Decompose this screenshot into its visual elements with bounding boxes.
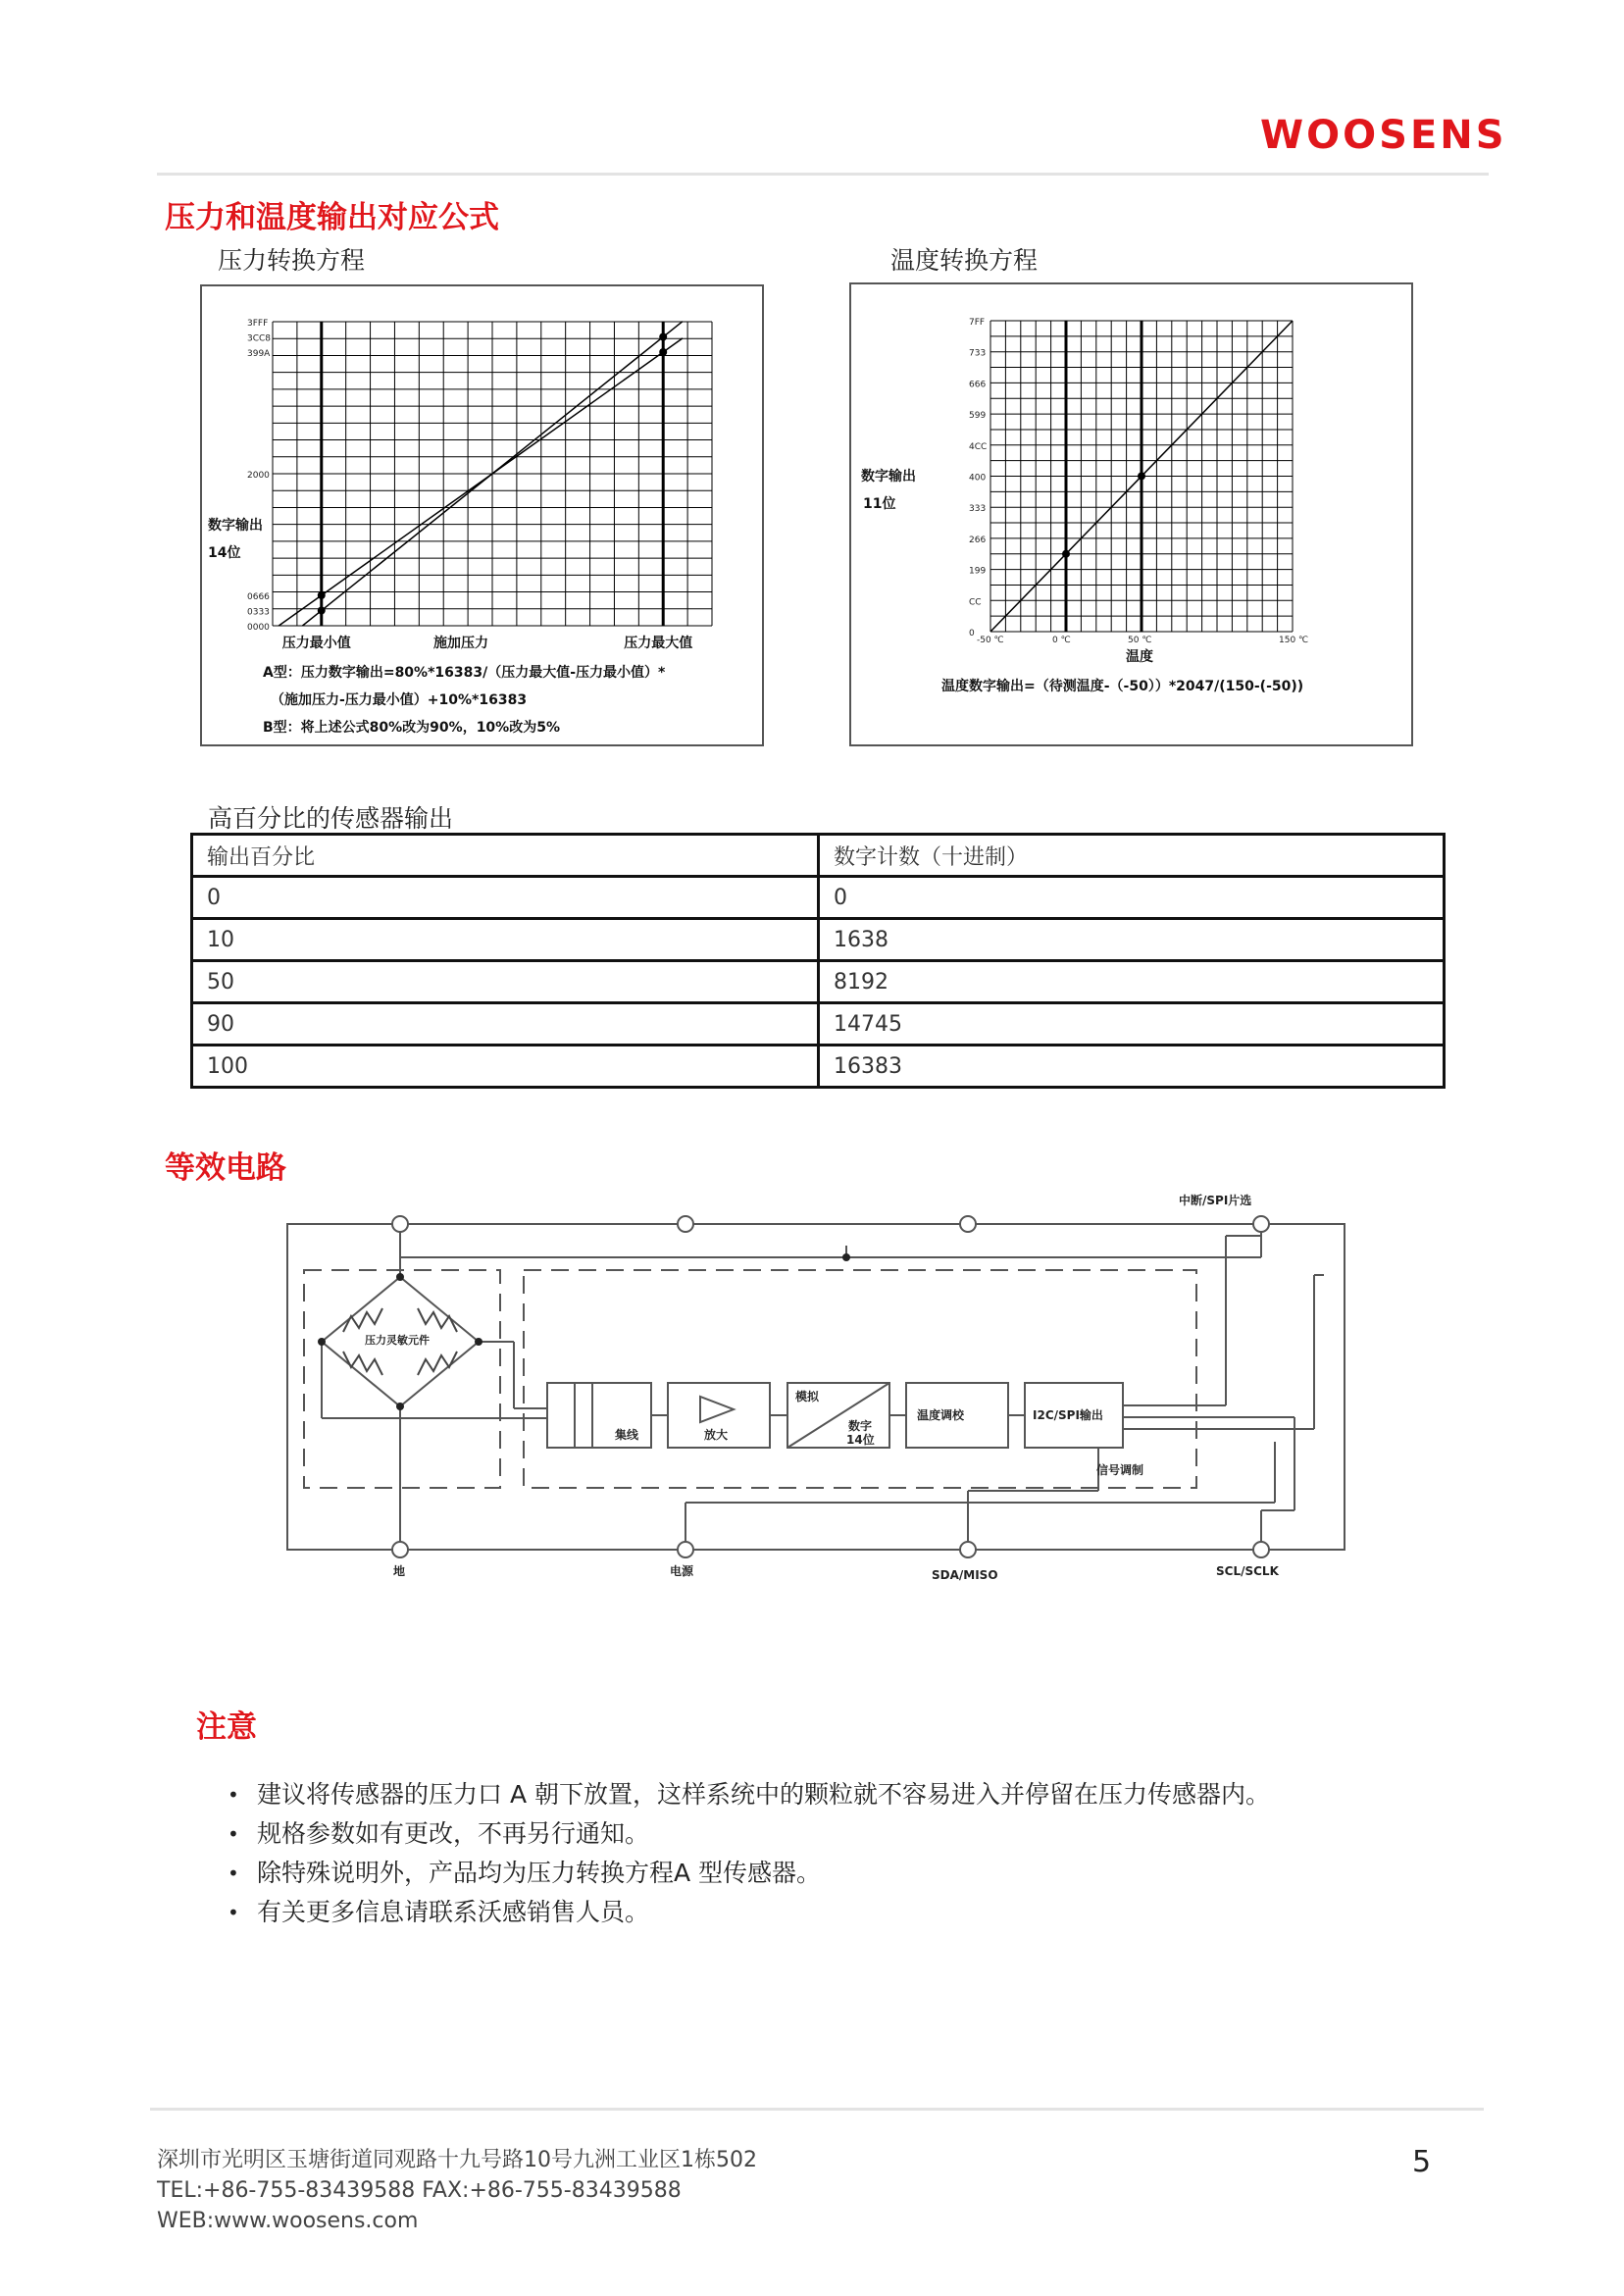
footer-web: WEB:www.woosens.com <box>157 2209 419 2233</box>
y-tick-label: 3CC8 <box>247 333 272 344</box>
list-item: • 除特殊说明外，产品均为压力转换方程A 型传感器。 <box>228 1859 822 1887</box>
y-axis-label: 数字输出 <box>861 469 916 485</box>
table-header-cell: 数字计数（十进制） <box>819 835 1445 877</box>
pin-sda <box>960 1542 976 1557</box>
y-axis-label: 11位 <box>863 496 896 512</box>
footer-divider <box>150 2108 1484 2111</box>
y-tick-label: 666 <box>969 380 987 390</box>
sensor-dashed-box <box>304 1270 500 1488</box>
notes-list <box>228 1775 1270 1932</box>
footer-contact <box>157 2145 757 2236</box>
table-cell: 0 <box>192 877 819 919</box>
y-tick-label: 733 <box>969 348 987 359</box>
temperature-chart <box>849 282 1413 746</box>
table-header-row <box>192 835 1445 877</box>
pin-scl <box>1253 1542 1269 1557</box>
note-text: 建议将传感器的压力口 A 朝下放置，这样系统中的颗粒就不容易进入并停留在压力传感器内。 <box>257 1780 1270 1809</box>
label-adc-bottom: 数字 <box>848 1419 873 1433</box>
formula-line: A型：压力数字输出=80%*16383/（压力最大值-压力最小值）* <box>263 665 666 681</box>
table-row <box>192 919 1445 961</box>
x-tick-label: 50 ℃ <box>1128 636 1152 645</box>
footer-address: 深圳市光明区玉塘街道同观路十九号路10号九洲工业区1栋502 <box>157 2148 757 2172</box>
output-percentage-table <box>190 833 1446 1089</box>
x-tick-label: 施加压力 <box>433 636 488 651</box>
label-gnd: 地 <box>393 1564 406 1578</box>
page-number: 5 <box>1412 2145 1432 2179</box>
label-temp: 温度调校 <box>917 1408 965 1422</box>
series-line-A型 <box>279 338 683 626</box>
label-cond: 信号调制 <box>1096 1463 1144 1477</box>
label-mux: 集线 <box>615 1428 639 1442</box>
x-tick-label: 0 ℃ <box>1052 636 1071 645</box>
y-tick-label: 333 <box>969 504 987 515</box>
y-axis-label: 14位 <box>208 545 241 561</box>
table-cell: 14745 <box>819 1003 1445 1046</box>
label-vcc: 电源 <box>670 1564 694 1578</box>
table-cell: 0 <box>819 877 1445 919</box>
label-scl: SCL/SCLK <box>1216 1564 1279 1578</box>
y-tick-label: 266 <box>969 535 987 545</box>
y-tick-label: 399A <box>247 348 271 359</box>
table-row <box>192 1003 1445 1046</box>
y-tick-label: 7FF <box>969 318 986 328</box>
label-int: 中断/SPI片选 <box>1179 1194 1252 1207</box>
pin-top-1 <box>392 1216 408 1232</box>
pin-top-2 <box>678 1216 693 1232</box>
table-row <box>192 877 1445 919</box>
y-tick-label: 400 <box>969 473 987 484</box>
y-tick-label: 0333 <box>247 607 270 618</box>
pressure-chart-svg <box>202 286 762 744</box>
y-axis-label: 数字输出 <box>208 518 263 534</box>
list-item: • 有关更多信息请联系沃感销售人员。 <box>228 1898 650 1926</box>
note-text: 规格参数如有更改，不再另行通知。 <box>257 1819 650 1848</box>
table-caption: 高百分比的传感器输出 <box>208 804 454 833</box>
table-cell: 100 <box>192 1046 819 1088</box>
x-tick-label: 150 ℃ <box>1279 636 1309 645</box>
y-tick-label: 2000 <box>247 470 270 481</box>
pin-int <box>1253 1216 1269 1232</box>
data-point <box>318 607 326 615</box>
x-tick-label: 压力最大值 <box>624 636 693 651</box>
y-tick-label: 199 <box>969 566 987 577</box>
formula-line: B型：将上述公式80%改为90%，10%改为5% <box>263 720 560 736</box>
data-point <box>318 591 326 599</box>
footer-phone: TEL:+86-755-83439588 FAX:+86-755-83439588 <box>157 2178 682 2203</box>
pin-gnd <box>392 1542 408 1557</box>
note-text: 有关更多信息请联系沃感销售人员。 <box>257 1898 650 1926</box>
section-title-notes: 注意 <box>196 1709 257 1745</box>
list-item: • 规格参数如有更改，不再另行通知。 <box>228 1819 650 1848</box>
pressure-chart-caption: 压力转换方程 <box>218 246 366 275</box>
list-item: • 建议将传感器的压力口 A 朝下放置，这样系统中的颗粒就不容易进入并停留在压力传感器内。 <box>228 1780 1270 1809</box>
table-cell: 90 <box>192 1003 819 1046</box>
note-text: 除特殊说明外，产品均为压力转换方程A 型传感器。 <box>257 1859 822 1887</box>
conditioning-dashed-box <box>524 1270 1196 1488</box>
temperature-chart-caption: 温度转换方程 <box>890 246 1039 275</box>
table-cell: 16383 <box>819 1046 1445 1088</box>
pin-top-3 <box>960 1216 976 1232</box>
table-row <box>192 961 1445 1003</box>
data-point <box>1138 472 1145 480</box>
y-tick-label: 0666 <box>247 592 270 603</box>
x-axis-label: 温度 <box>1126 649 1153 665</box>
x-tick-label: 压力最小值 <box>281 636 351 651</box>
section-title-circuit: 等效电路 <box>165 1150 286 1186</box>
data-point <box>1062 550 1070 558</box>
label-amp: 放大 <box>704 1428 729 1442</box>
y-tick-label: 0000 <box>247 623 270 633</box>
equivalent-circuit-diagram <box>275 1187 1363 1584</box>
table-cell: 8192 <box>819 961 1445 1003</box>
formula-line: 温度数字输出=（待测温度-（-50））*2047/(150-(-50)) <box>941 679 1304 694</box>
data-point <box>659 348 667 356</box>
section-title-formula: 压力和温度输出对应公式 <box>165 200 499 235</box>
table-cell: 1638 <box>819 919 1445 961</box>
pin-vcc <box>678 1542 693 1557</box>
header-divider <box>157 173 1489 176</box>
brand-logo: WOOSENS <box>1260 113 1507 158</box>
data-point <box>659 332 667 340</box>
table-header-cell: 输出百分比 <box>192 835 819 877</box>
temperature-chart-svg <box>851 284 1411 744</box>
formula-line: （施加压力-压力最小值）+10%*16383 <box>271 692 528 708</box>
table-cell: 10 <box>192 919 819 961</box>
y-tick-label: 3FFF <box>247 319 269 329</box>
y-tick-label: 599 <box>969 411 987 422</box>
label-sda: SDA/MISO <box>932 1568 998 1582</box>
label-adc-top: 模拟 <box>795 1390 820 1403</box>
pressure-chart <box>200 284 764 746</box>
y-tick-label: 4CC <box>969 441 988 452</box>
table-row <box>192 1046 1445 1088</box>
y-tick-label: CC <box>969 597 982 608</box>
label-sensor: 压力灵敏元件 <box>365 1334 430 1347</box>
y-tick-label: 0 <box>969 629 975 638</box>
label-adc-bits: 14位 <box>846 1433 875 1447</box>
table-cell: 50 <box>192 961 819 1003</box>
x-tick-label: -50 ℃ <box>977 636 1004 645</box>
label-io: I2C/SPI输出 <box>1033 1408 1103 1422</box>
